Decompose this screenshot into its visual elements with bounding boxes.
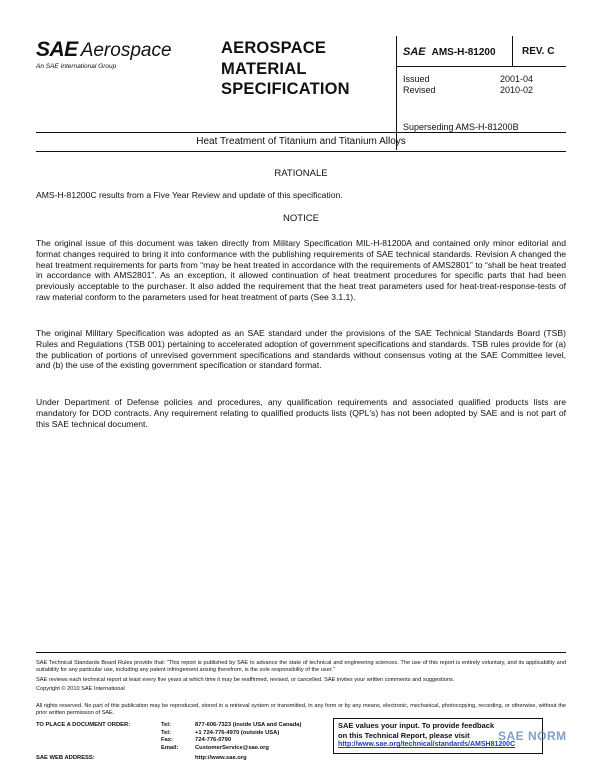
document-title: Heat Treatment of Titanium and Titanium Alloys xyxy=(196,136,406,147)
logo-subtitle: An SAE International Group xyxy=(36,63,117,70)
rev-divider xyxy=(512,36,513,66)
notice-paragraph-2: The original Military Specification was adopted as an SAE standard under the provisions of the SAE Technical Standards Board (TSB) Rules and Regulations (TSB 001) pertaining to accelerated adoption of government specifications and standards. TSB rules provide for (a) the publication of portions of unrevised government specifications and standards without consensus voting at the SAE Committee level, and (b) the use of the existing government specification or standard format. xyxy=(36,328,566,371)
sae-norm-watermark: SAE NORM xyxy=(498,729,567,743)
fax-label: Fax: xyxy=(161,737,173,744)
review-notice: SAE reviews each technical report at least every five years at which time it may be reaffirmed, revised, or cancelled. SAE invites your written comments and suggestions. xyxy=(36,677,455,683)
tsb-notice: SAE Technical Standards Board Rules provide that: “This report is published by SAE to advance the state of technical and engineering sciences. The use of this report is entirely voluntary, and its applicability and suitability for any particular use, including any patent infringement arising therefrom, is the sole responsibility of the user.” xyxy=(36,660,566,674)
issued-value: 2001-04 xyxy=(499,74,533,84)
superseding-note: Superseding AMS-H-81200B xyxy=(403,122,519,132)
fax-value: 724-776-0790 xyxy=(195,737,232,744)
issued-label: Issued xyxy=(403,74,430,84)
tel2-value[interactable]: +1 724-776-4970 (outside USA) xyxy=(195,729,280,736)
document-number xyxy=(403,46,496,58)
title-line-2: MATERIAL xyxy=(221,59,307,78)
email-label: Email: xyxy=(161,744,179,751)
revised-label: Revised xyxy=(403,85,436,95)
feedback-line-2: on this Technical Report, please visit xyxy=(338,730,470,740)
copyright: Copyright © 2010 SAE International xyxy=(36,686,125,692)
notice-heading: NOTICE xyxy=(283,213,319,224)
footer-rule xyxy=(36,652,566,653)
title-rule-bottom xyxy=(36,151,566,152)
web-link[interactable]: http://www.sae.org xyxy=(195,755,247,762)
notice-paragraph-1: The original issue of this document was taken directly from Military Specification MIL-H-81200A and contained only minor editorial and format changes required to bring it into conformance with the publishing requirements of SAE technical standards. Revision A changed the heat treatment requirements for parts from “may be heat treated in accordance with the requirements of AMS2801” to “shall be heat treated in accordance with AMS2801”. As an exception, it allowed continuation of heat treatment procedures for specific parts that had been previously acceptable to the purchaser. It also added the requirement that the heat treat parameters used for heat-treat-response-tests of raw material conform to the parameters used for heat treatment of parts (See 3.1.1). xyxy=(36,238,566,302)
sae-aerospace-logo xyxy=(36,38,196,70)
feedback-line-1: SAE values your input. To provide feedback xyxy=(338,721,495,730)
doc-brand: SAE xyxy=(403,46,426,58)
order-contact-block xyxy=(36,722,301,763)
tel2-label: Tel: xyxy=(161,729,171,736)
title-line-1: AEROSPACE xyxy=(221,39,327,57)
rationale-heading: RATIONALE xyxy=(274,168,328,179)
rights-notice: All rights reserved. No part of this publication may be reproduced, stored in a retrieval system or transmitted, in any form or by any means, electronic, mechanical, photocopying, recording, or otherwise, without the prior written permission of SAE. xyxy=(36,703,566,717)
tel-value[interactable]: 877-606-7323 (inside USA and Canada) xyxy=(195,722,302,728)
web-label: SAE WEB ADDRESS: xyxy=(36,755,95,762)
title-line-3: SPECIFICATION xyxy=(221,80,350,98)
logo-sae: SAE xyxy=(36,38,78,61)
revision-label: REV. C xyxy=(522,46,555,57)
revised-value: 2010-02 xyxy=(499,85,533,95)
spec-type-title xyxy=(221,38,381,100)
tel-label: Tel: xyxy=(161,722,171,728)
logo-aerospace: Aerospace xyxy=(80,40,172,61)
order-label: TO PLACE A DOCUMENT ORDER: xyxy=(36,722,131,728)
feedback-link[interactable]: http://www.sae.org/technical/standards/AMSH81200C xyxy=(338,741,516,748)
rationale-text: AMS-H-81200C results from a Five Year Review and update of this specification. xyxy=(36,190,343,200)
issue-dates xyxy=(403,74,533,96)
header-divider-horizontal xyxy=(396,66,566,67)
title-rule-top xyxy=(36,132,566,133)
doc-number-text: AMS-H-81200 xyxy=(431,46,496,58)
email-link[interactable]: CustomerService@sae.org xyxy=(195,744,269,751)
notice-paragraph-3: Under Department of Defense policies and procedures, any qualification requirements and associated qualified products lists are mandatory for DOD contracts. Any requirement relating to qualified products lists (QPL's) has not been adopted by SAE and is not part of this SAE technical document. xyxy=(36,397,566,429)
